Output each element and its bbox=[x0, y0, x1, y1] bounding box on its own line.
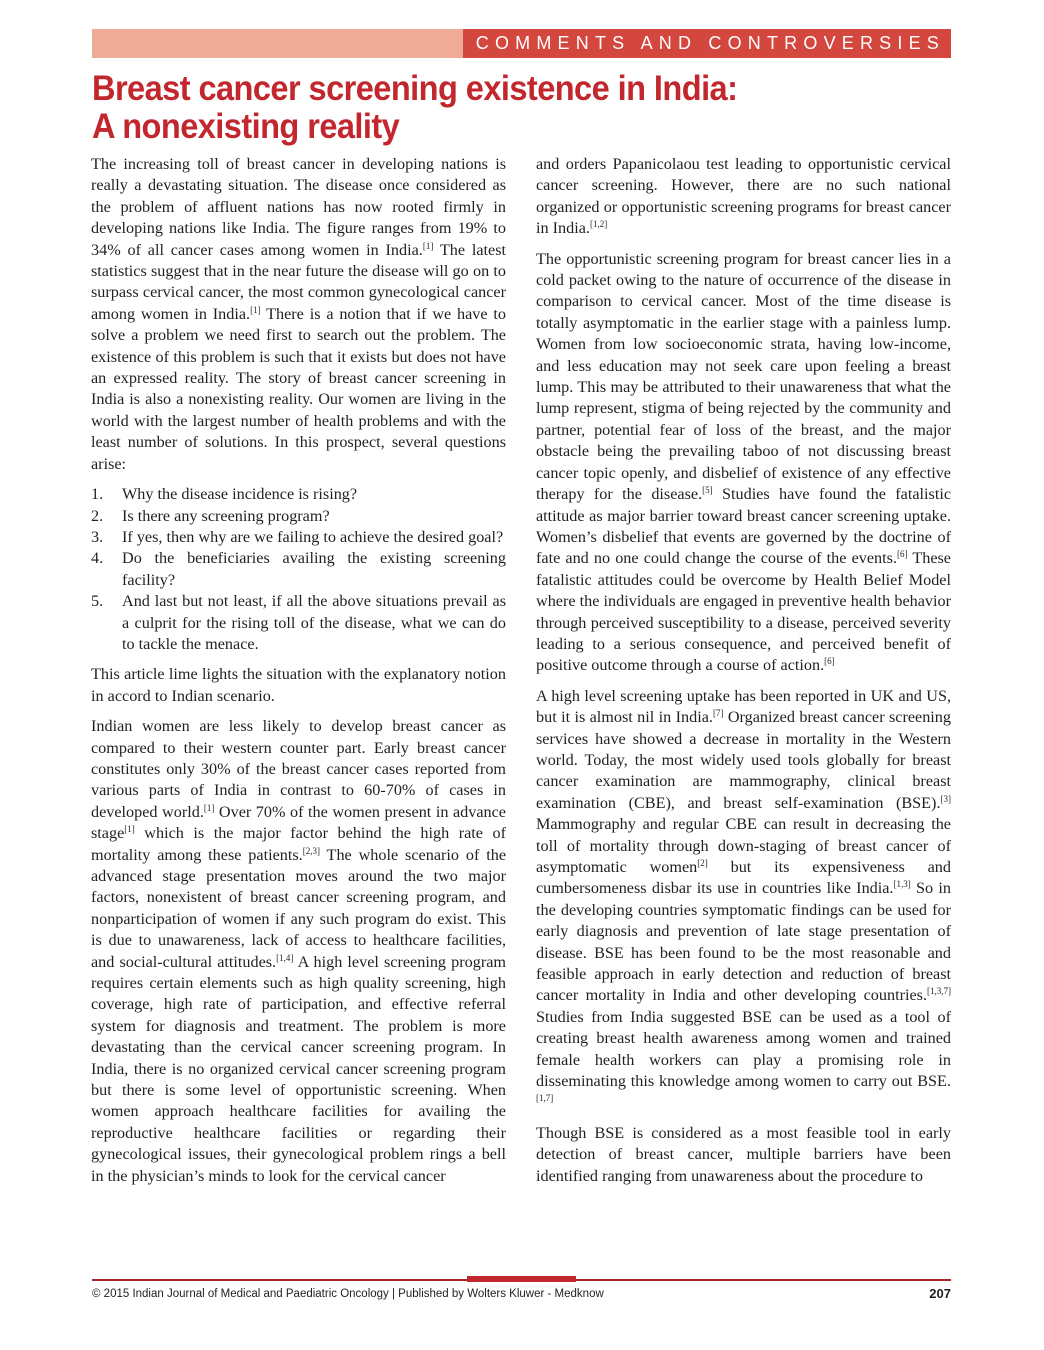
footer-copyright: © 2015 Indian Journal of Medical and Paediatric Oncology | Published by Wolters Kluwer - Medknow bbox=[92, 1288, 604, 1300]
paragraph bbox=[536, 154, 951, 240]
citation-link[interactable]: [1,4] bbox=[276, 952, 294, 963]
list-text: And last but not least, if all the above situations prevail as a culprit for the rising toll of the disease, what we can do to tackle the menace. bbox=[122, 592, 506, 653]
list-item bbox=[91, 527, 506, 548]
paragraph: Though BSE is considered as a most feasible tool in early detection of breast cancer, multiple barriers have been identified ranging from unawareness about the procedure to bbox=[536, 1123, 951, 1185]
text: A high level screening program requires certain elements such as high quality screening, high coverage, high rate of participation, and effective referral system for diagnosis and treatment. The problem is more devastating than the cervical cancer screening program. In India, there is no organized cervical cancer screening program but there is some level of opportunistic screening. When women approach healthcare facilities for availing the reproductive healthcare facilities or regarding their gynecological issues, their gynecological problem rings a bell in the physician’s minds to look for the cervical cancer bbox=[91, 952, 506, 1185]
text: These fatalistic attitudes could be overcome by Health Belief Model where the individuals are engaged in preventive health behavior through perceived susceptibility to a disease, perceived severity leading to a serious consequence, and perceived benefit of positive outcome through a course of action. bbox=[536, 549, 951, 675]
citation-link[interactable]: [1,3,7] bbox=[927, 986, 951, 997]
list-text: Do the beneficiaries availing the existing screening facility? bbox=[122, 549, 506, 589]
text: which is the major factor behind the high rate of mortality among these patients. bbox=[91, 824, 506, 864]
list-number: 5. bbox=[91, 592, 104, 611]
list-text: Is there any screening program? bbox=[122, 506, 330, 525]
question-list bbox=[91, 484, 506, 655]
text: and orders Papanicolaou test leading to opportunistic cervical cancer screening. However, there are no such national organized or opportunistic screening programs for breast cancer in India. bbox=[536, 155, 951, 238]
paragraph bbox=[91, 154, 506, 475]
citation-link[interactable]: [5] bbox=[702, 485, 713, 496]
paragraph bbox=[536, 686, 951, 1114]
citation-link[interactable]: [6] bbox=[824, 656, 835, 667]
paragraph bbox=[91, 716, 506, 1187]
list-item bbox=[91, 506, 506, 527]
right-column bbox=[536, 154, 951, 1196]
list-item bbox=[91, 484, 506, 505]
text: A high level screening uptake has been reported in UK and US, but it is almost nil in India. bbox=[536, 686, 951, 727]
text: but its expensiveness and cumbersomeness disbar its use in countries like India. bbox=[536, 858, 951, 898]
text: There is a notion that if we have to solve a problem we need first to search out the problem. The existence of this problem is such that it exists but does not have an expressed reality. The story of breast cancer screening in India is also a nonexisting reality. Our women are living in the world with the largest number of health problems and with the least number of solutions. In this prospect, several questions arise: bbox=[91, 304, 506, 473]
text: So in the developing countries symptomatic findings can be used for early diagnosis and prevention of late stage presentation of disease. BSE has been found to be the most reasonable and feasible approach in early detection and reduction of breast cancer mortality in India and other developing countries. bbox=[536, 879, 951, 1005]
paragraph: This article lime lights the situation with the explanatory notion in accord to Indian scenario. bbox=[91, 665, 506, 705]
title-line-2: A nonexisting reality bbox=[92, 107, 400, 146]
citation-link[interactable]: [1] bbox=[422, 240, 434, 251]
list-number: 4. bbox=[91, 549, 104, 568]
list-number: 3. bbox=[91, 527, 104, 546]
citation-link[interactable]: [2] bbox=[697, 858, 708, 868]
list-number: 2. bbox=[91, 506, 104, 525]
section-banner bbox=[92, 29, 951, 58]
citation-link[interactable]: [1,7] bbox=[536, 1093, 554, 1104]
text: Mammography and regular CBE can result in decreasing the toll of mortality through down-staging of breast cancer of asymptomatic women bbox=[536, 815, 951, 876]
list-text: Why the disease incidence is rising? bbox=[122, 485, 358, 504]
citation-link[interactable]: [1] bbox=[203, 802, 215, 813]
citation-link[interactable]: [1] bbox=[250, 304, 261, 315]
text: The whole scenario of the advanced stage presentation moves around the two major factors, nonexistent of breast cancer screening program, and nonparticipation of women if any such program do exist. This is due to unawareness, lack of access to healthcare facilities, and social-cultural attitudes. bbox=[91, 845, 507, 971]
text: Organized breast cancer screening services have showed a decrease in mortality in the Western world. Today, the most widely used tools globally for breast cancer examination are mammography, clinical breast examination (CBE), and breast self-examination (BSE). bbox=[536, 708, 951, 812]
page-number: 207 bbox=[929, 1286, 951, 1301]
text: Studies from India suggested BSE can be used as a tool of creating breast health awareness among women and trained female health workers can play a promising role in disseminating this knowledge among women to carry out BSE. bbox=[536, 1007, 951, 1091]
citation-link[interactable]: [1,2] bbox=[589, 219, 608, 230]
list-number: 1. bbox=[91, 485, 104, 504]
citation-link[interactable]: [1] bbox=[124, 824, 135, 835]
citation-link[interactable]: [1,3] bbox=[893, 879, 911, 890]
text: Indian women are less likely to develop breast cancer as compared to their western counter part. Early breast cancer constitutes only 30% of the breast cancer cases reported from various parts of India in contrast to 60-70% of cases in developed world. bbox=[91, 717, 506, 821]
list-item bbox=[91, 591, 506, 655]
citation-link[interactable]: [6] bbox=[897, 549, 908, 560]
text: The increasing toll of breast cancer in developing nations is really a devastating situation. The disease once considered as the problem of affluent nations has now rooted firmly in developing nations like India. The figure ranges from 19% to 34% of all cancer cases among women in India. bbox=[91, 155, 506, 259]
title-line-1: Breast cancer screening existence in India: bbox=[92, 69, 738, 108]
citation-link[interactable]: [7] bbox=[712, 708, 724, 719]
paragraph bbox=[536, 249, 951, 677]
article-title bbox=[92, 70, 892, 146]
text: Studies have found the fatalistic attitude as major barrier toward breast cancer screening uptake. Women’s disbelief that events are governed by the doctrine of fate and no one could change the course of the events. bbox=[536, 485, 952, 568]
footer-accent-bar bbox=[467, 1276, 576, 1282]
citation-link[interactable]: [3] bbox=[940, 793, 951, 804]
list-item bbox=[91, 548, 506, 591]
left-column bbox=[91, 154, 506, 1196]
list-text: If yes, then why are we failing to achieve the desired goal? bbox=[122, 527, 504, 546]
section-label: COMMENTS AND CONTROVERSIES bbox=[463, 29, 951, 58]
text: The latest statistics suggest that in the near future the disease will go on to surpass cervical cancer, the most common gynecological cancer among women in India. bbox=[91, 240, 506, 323]
text: The opportunistic screening program for breast cancer lies in a cold packet owing to the nature of occurrence of the disease in comparison to cervical cancer. Most of the time disease is totally asymptomatic in the earlier stage with a painless lump. Women from low socioeconomic strata, having low-income, and less education may not seek care upon feeling a breast lump. This may be attributed to their unawareness that what the lump represent, stigma of being rejected by the community and partner, potential fear of loss of the breast, and the major obstacle being the prevailing taboo of not discussing breast cancer topic openly, and disbelief of existence of any effective therapy for the disease. bbox=[536, 249, 951, 504]
text: Over 70% of the women present in advance stage bbox=[91, 802, 506, 843]
citation-link[interactable]: [2,3] bbox=[302, 845, 320, 856]
